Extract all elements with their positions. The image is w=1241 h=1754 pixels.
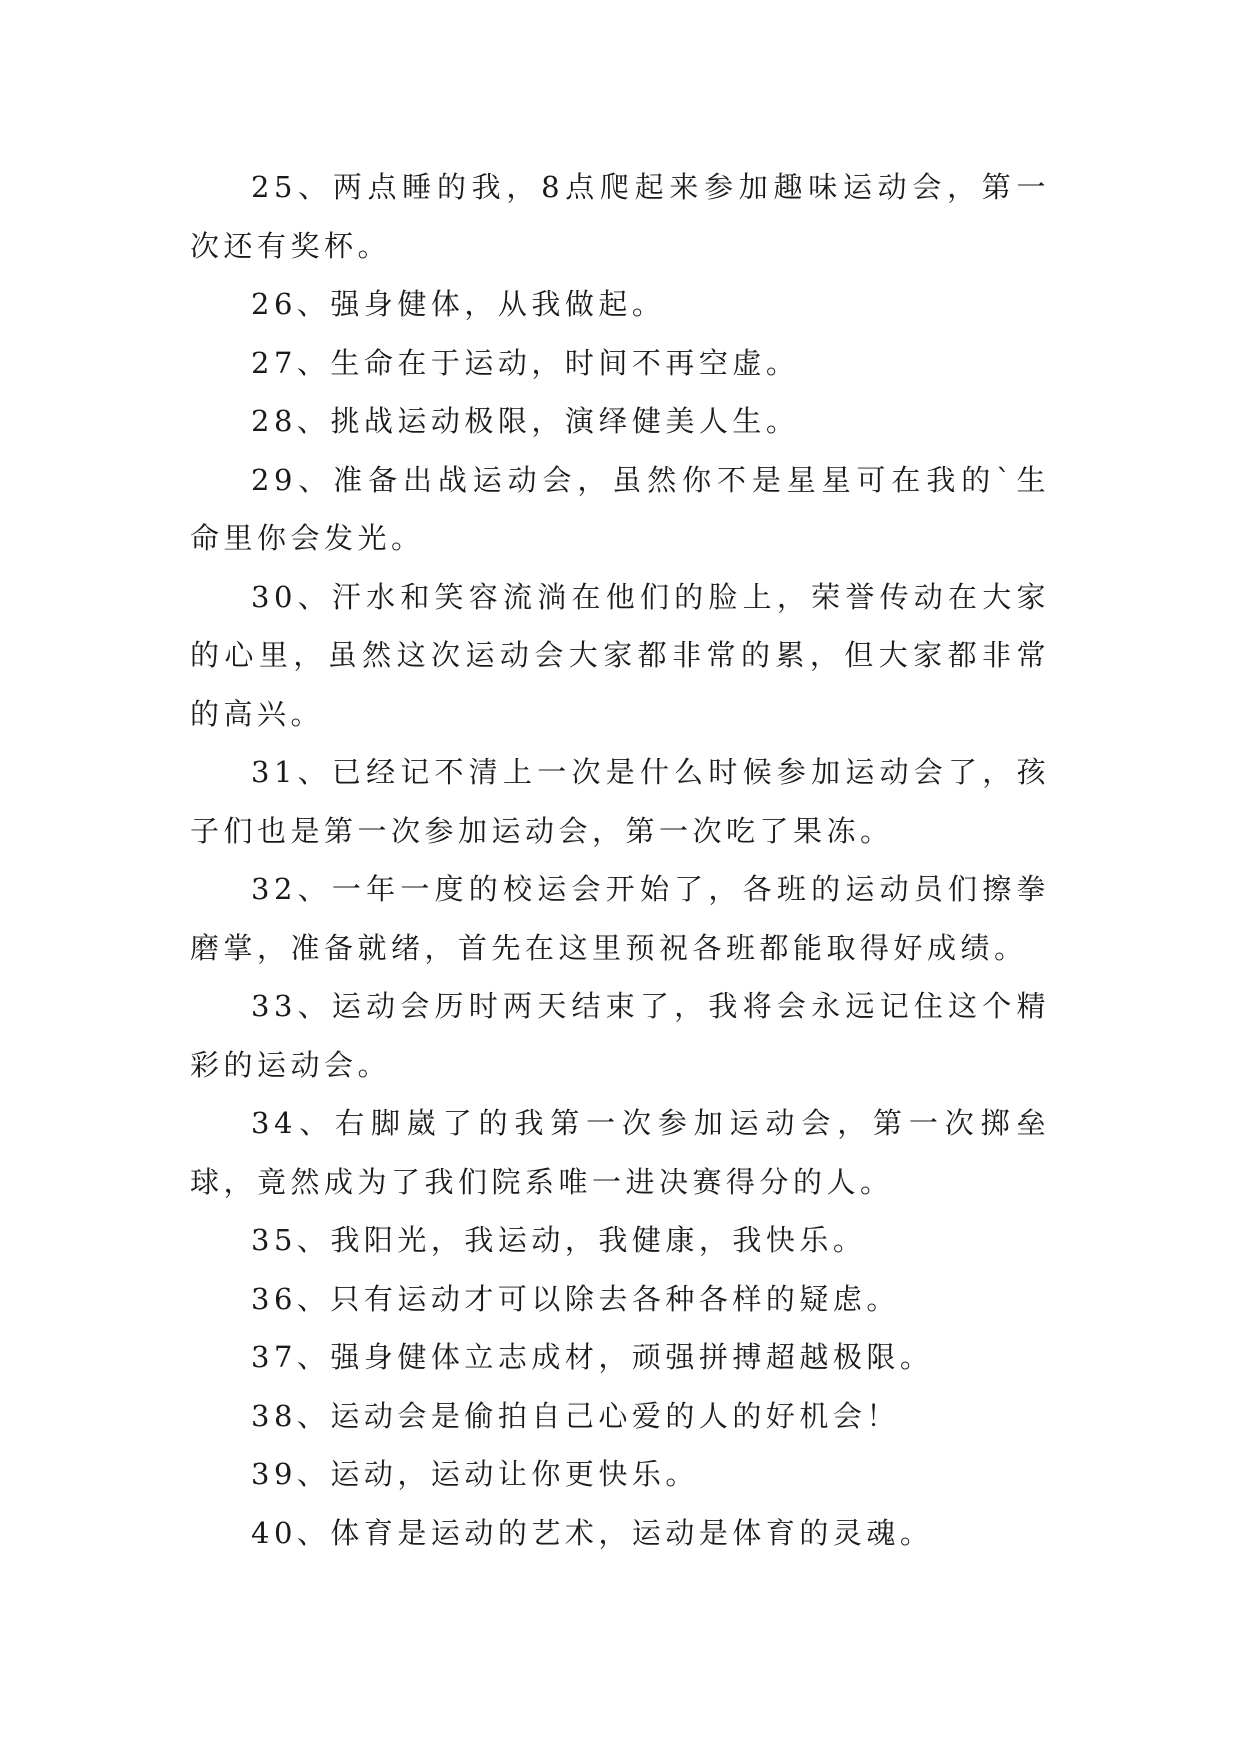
paragraph-32: 32、一年一度的校运会开始了，各班的运动员们擦拳磨掌，准备就绪，首先在这里预祝各班都能取得好成绩。 — [190, 872, 1050, 965]
paragraph-37: 37、强身健体立志成材，顽强拼搏超越极限。 — [251, 1340, 934, 1374]
paragraph-25: 25、两点睡的我，8点爬起来参加趣味运动会，第一次还有奖杯。 — [190, 170, 1050, 263]
paragraph-36: 36、只有运动才可以除去各种各样的疑虑。 — [251, 1281, 900, 1316]
document-body — [190, 158, 1050, 1562]
paragraph-33: 33、运动会历时两天结束了，我将会永远记住这个精彩的运动会。 — [190, 989, 1050, 1082]
paragraph-40: 40、体育是运动的艺术，运动是体育的灵魂。 — [251, 1515, 934, 1550]
paragraph-27: 27、生命在于运动，时间不再空虚。 — [251, 345, 800, 380]
paragraph-34: 34、右脚崴了的我第一次参加运动会，第一次掷垒球，竟然成为了我们院系唯一进决赛得分的人。 — [190, 1106, 1050, 1199]
paragraph-31: 31、已经记不清上一次是什么时候参加运动会了，孩子们也是第一次参加运动会，第一次吃了果冻。 — [190, 755, 1050, 848]
paragraph-35: 35、我阳光，我运动，我健康，我快乐。 — [251, 1223, 867, 1257]
paragraph-26: 26、强身健体，从我做起。 — [251, 287, 666, 321]
paragraph-30: 30、汗水和笑容流淌在他们的脸上，荣誉传动在大家的心里，虽然这次运动会大家都非常的累，但大家都非常的高兴。 — [190, 579, 1050, 731]
paragraph-29: 29、准备出战运动会，虽然你不是星星可在我的`生命里你会发光。 — [190, 462, 1050, 555]
paragraph-28: 28、挑战运动极限，演绎健美人生。 — [251, 404, 800, 438]
paragraph-39: 39、运动，运动让你更快乐。 — [251, 1457, 699, 1491]
paragraph-38: 38、运动会是偷拍自己心爱的人的好机会！ — [251, 1398, 900, 1433]
